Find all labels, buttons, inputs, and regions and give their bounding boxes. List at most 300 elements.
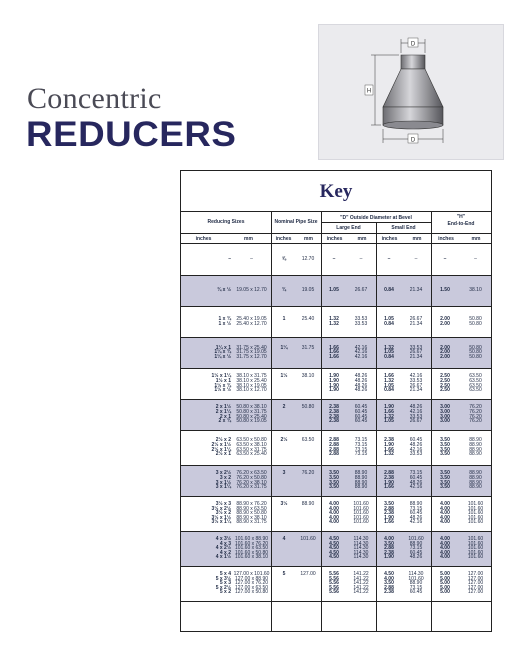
table-cell: 4.00 [440, 519, 450, 526]
table-cell: 31.75 x 25.40 [236, 344, 267, 351]
table-cell: 127.00 x 63.50 [234, 584, 269, 591]
table-cell: 88.90 x 31.75 [236, 519, 267, 526]
table-cell: 2.38 [384, 510, 394, 517]
key-title: Key [319, 181, 353, 202]
table-cell: 3.00 [440, 404, 450, 411]
table-cell: 4.00 [440, 505, 450, 512]
table-cell: 0.84 [384, 353, 394, 360]
table-cell: 141.22 [353, 575, 369, 582]
table-cell: 38.10 x 19.05 [236, 382, 267, 389]
table-cell: 63.50 [469, 373, 482, 380]
header-end-to-end: End-to-End [447, 221, 475, 227]
table-cell: 2½ x 1½ [211, 441, 231, 448]
table-cell: 2.88 [329, 441, 339, 448]
diagram-label-d-top: D [410, 41, 416, 48]
table-cell: 1.90 [329, 373, 339, 380]
table-cell: 1.66 [329, 353, 339, 360]
table-cell: 127.00 x 88.90 [234, 575, 269, 582]
table-cell: 5.56 [329, 575, 339, 582]
table-cell-nps: ⅝ [281, 256, 287, 263]
table-cell: 60.45 [409, 474, 423, 481]
table-cell: 1.90 [329, 387, 339, 394]
table-cell: 1.05 [384, 349, 394, 356]
table-cell: 101.60 [353, 505, 369, 512]
table-cell: 50.80 [469, 349, 482, 356]
table-cell: 50.80 x 19.05 [236, 418, 267, 425]
table-cell: 2.00 [440, 315, 450, 322]
table-cell: 48.26 [354, 387, 368, 394]
table-cell: 4.00 [440, 540, 450, 547]
table-cell: 38.10 [469, 287, 482, 294]
table-cell: 4.00 [440, 514, 450, 521]
table-cell: 2.38 [329, 413, 339, 420]
table-cell: 2.38 [384, 549, 394, 556]
table-cell: 4.00 [440, 501, 450, 507]
table-cell: 4 x 3½ [215, 536, 231, 542]
table-cell: 1¼ x ½ [214, 353, 231, 360]
table-cell: 101.60 x 88.90 [234, 536, 269, 542]
table-cell: 3 x 1¼ [215, 484, 231, 491]
table-cell-nps: 5 [282, 571, 286, 577]
table-cell: 4.00 [440, 536, 450, 542]
table-cell: 1.32 [384, 413, 394, 420]
table-cell: 21.34 [409, 387, 423, 394]
grid-line [181, 243, 491, 244]
table-cell: 3.00 [440, 413, 450, 420]
header-reducing-sizes: Reducing Sizes [207, 219, 245, 225]
unit-label: inches [275, 236, 292, 242]
diagram-label-h: H [366, 88, 372, 95]
table-cell: 4.50 [329, 554, 339, 561]
table-cell: 4.00 [329, 510, 339, 517]
table-cell: 3.50 [440, 446, 450, 453]
table-cell: 38.10 x 31.75 [236, 373, 267, 380]
grid-line [181, 399, 491, 400]
table-cell: 60.45 [409, 437, 423, 444]
table-cell: 127.00 [467, 580, 484, 587]
table-cell: 63.50 x 38.10 [236, 441, 267, 448]
table-cell: 38.10 x 12.70 [236, 387, 267, 394]
table-cell: 73.15 [409, 505, 423, 512]
table-cell: 114.30 [353, 540, 369, 547]
table-cell: – [228, 256, 231, 263]
table-cell: 73.15 [409, 584, 423, 591]
table-cell: 2.88 [329, 437, 339, 444]
table-cell: 73.15 [409, 470, 423, 477]
table-cell: 50.80 x 38.10 [236, 404, 267, 411]
table-cell: 1.66 [329, 344, 339, 351]
table-cell: 2.88 [384, 545, 394, 552]
table-cell: 2.00 [440, 344, 450, 351]
table-cell-nps: 127.00 [300, 571, 316, 577]
table-cell: 4.00 [329, 519, 339, 526]
table-cell: 3½ x 3 [215, 501, 231, 507]
table-cell: 101.60 [408, 536, 424, 542]
table-cell: 63.50 [469, 387, 482, 394]
table-cell: 4.50 [329, 545, 339, 552]
table-cell: 1½ x ¾ [214, 382, 231, 389]
table-cell: 88.90 [469, 474, 482, 481]
table-cell: 48.26 [354, 373, 368, 380]
table-cell: 3.00 [440, 408, 450, 415]
table-cell: – [359, 256, 363, 263]
table-cell: 76.20 [469, 418, 482, 425]
table-cell: 5.56 [329, 571, 339, 577]
unit-label: mm [244, 236, 253, 242]
table-cell: 31.75 x 12.70 [236, 353, 267, 360]
table-cell: 4.50 [329, 540, 339, 547]
table-cell: 4.50 [384, 571, 394, 577]
table-cell: 73.15 [354, 451, 368, 458]
table-cell: 33.53 [354, 320, 368, 327]
table-cell: 3.50 [440, 437, 450, 444]
table-cell: 88.90 [354, 479, 368, 486]
table-cell: 50.80 x 31.75 [236, 408, 267, 415]
unit-label: inches [326, 236, 343, 242]
table-cell: 63.50 x 50.80 [236, 437, 267, 444]
unit-label: inches [438, 236, 454, 242]
table-cell: 1.32 [384, 344, 394, 351]
table-cell: 26.67 [409, 315, 423, 322]
table-cell-nps: 1½ [280, 373, 288, 380]
table-cell: 48.26 [409, 404, 423, 411]
reducer-diagram [318, 24, 504, 160]
table-cell: 26.67 [354, 287, 368, 294]
table-cell: 88.90 x 63.50 [236, 505, 267, 512]
table-cell: 2.00 [440, 353, 450, 360]
table-cell: 2.88 [384, 470, 394, 477]
table-cell: – [474, 256, 477, 263]
table-cell: 48.26 [409, 441, 423, 448]
table-cell: 4.00 [440, 510, 450, 517]
table-cell: 5 x 3½ [215, 575, 231, 582]
table-cell: 88.90 [469, 441, 482, 448]
table-cell: 2.50 [440, 373, 450, 380]
table-cell-nps: 19.05 [301, 287, 315, 294]
table-cell: 101.60 [467, 510, 484, 517]
table-cell: 5.00 [440, 575, 450, 582]
table-cell: 4.00 [440, 545, 450, 552]
table-cell: 101.60 [467, 505, 484, 512]
grid-line [181, 233, 491, 234]
table-cell: 88.90 x 50.80 [236, 510, 267, 517]
table-cell: 25.40 x 19.05 [236, 315, 267, 322]
table-cell: 3½ x 2½ [211, 505, 231, 512]
table-cell: 4 x 3 [219, 540, 231, 547]
table-cell: 48.26 [409, 554, 423, 561]
table-cell: 60.45 [409, 589, 423, 596]
table-cell: 4.50 [329, 536, 339, 542]
table-cell: 114.30 [353, 545, 369, 552]
table-cell-nps: 1¼ [280, 344, 288, 351]
table-cell: 26.67 [409, 349, 423, 356]
table-cell: 2½ x 2 [215, 437, 231, 444]
table-cell: 2.00 [440, 349, 450, 356]
table-cell: 88.90 [409, 501, 423, 507]
table-cell-nps: 2 [282, 404, 286, 411]
unit-label: mm [304, 236, 313, 242]
table-cell: 2.38 [384, 474, 394, 481]
table-cell: 3.50 [329, 484, 339, 491]
key-header [181, 171, 491, 212]
table-cell: 76.20 x 50.80 [236, 474, 267, 481]
table-cell: 141.22 [353, 580, 369, 587]
table-cell: 4.00 [384, 536, 394, 542]
header-large-end: Large End [336, 225, 361, 231]
table-cell: 63.50 [469, 377, 482, 384]
table-cell: 3.00 [440, 418, 450, 425]
table-cell: 2.88 [329, 451, 339, 458]
table-cell: 1¼ x ¾ [214, 349, 231, 356]
table-cell: 21.34 [409, 287, 423, 294]
table-cell-nps: 1 [282, 315, 286, 322]
table-cell: 1½ x 1 [215, 377, 231, 384]
table-cell: 33.53 [409, 451, 423, 458]
table-cell-nps: 25.40 [301, 315, 315, 322]
table-cell: 2.88 [384, 584, 394, 591]
table-cell: 1.05 [384, 418, 394, 425]
table-cell: 60.45 [354, 404, 368, 411]
table-cell: 1.66 [384, 373, 394, 380]
table-cell: 48.26 [354, 382, 368, 389]
table-cell: 3.50 [329, 474, 339, 481]
table-cell: 73.15 [354, 446, 368, 453]
table-cell: 88.90 x 38.10 [236, 514, 267, 521]
table-cell: 101.60 [467, 514, 484, 521]
table-cell: 1.66 [384, 408, 394, 415]
table-cell: 101.60 [353, 519, 369, 526]
unit-label: inches [195, 236, 212, 242]
table-cell: 1.66 [384, 446, 394, 453]
table-cell-nps: 50.80 [301, 404, 315, 411]
table-cell: 5.00 [440, 571, 450, 577]
table-cell: 2.38 [329, 408, 339, 415]
table-cell: 3.50 [440, 470, 450, 477]
table-cell: 5.56 [329, 580, 339, 587]
table-cell: – [332, 256, 336, 263]
table-cell: 3.50 [384, 501, 394, 507]
table-cell: 3 x 2 [219, 474, 231, 481]
table-cell: 1.05 [384, 315, 394, 322]
grid-line [181, 337, 491, 338]
table-cell: 5.00 [440, 580, 450, 587]
table-cell: 127.00 [467, 575, 484, 582]
table-cell: 5.56 [329, 589, 339, 596]
table-cell: 42.16 [354, 353, 368, 360]
table-cell: 42.16 [409, 484, 423, 491]
table-cell: 141.22 [353, 589, 369, 596]
table-cell: – [414, 256, 418, 263]
table-cell: 2 x 1¼ [215, 408, 231, 415]
grid-line [181, 601, 491, 602]
table-cell: 1.32 [329, 320, 339, 327]
table-cell: 1.32 [384, 451, 394, 458]
table-cell: 50.80 [469, 320, 482, 327]
table-cell: 1.50 [440, 287, 450, 294]
table-cell: 1.90 [329, 382, 339, 389]
table-cell: 5.56 [329, 584, 339, 591]
table-cell: 0.84 [384, 320, 394, 327]
table-cell: 63.50 x 25.40 [236, 451, 267, 458]
grid-line [181, 275, 491, 276]
table-cell: 88.90 [354, 484, 368, 491]
table-cell: 1½ x ½ [214, 387, 231, 394]
table-cell-nps: 12.70 [301, 256, 315, 263]
table-cell: 60.45 [409, 549, 423, 556]
table-cell: 60.45 [354, 408, 368, 415]
table-cell: 2.88 [329, 446, 339, 453]
table-cell: 88.90 [469, 451, 482, 458]
table-cell: 1.90 [384, 441, 394, 448]
table-cell: 3.50 [329, 470, 339, 477]
grid-line [181, 430, 491, 431]
table-cell: 101.60 [467, 540, 484, 547]
grid-line [181, 531, 491, 532]
table-cell-nps: 101.60 [300, 536, 316, 542]
table-cell: 0.84 [384, 287, 394, 294]
grid-line [181, 306, 491, 307]
table-cell: 3.50 [384, 540, 394, 547]
table-cell: 1.32 [329, 315, 339, 322]
table-cell: 5 x 2 [219, 589, 231, 596]
table-cell: 101.60 [467, 501, 484, 507]
table-cell: 1.66 [384, 519, 394, 526]
table-cell: 114.30 [353, 554, 369, 561]
table-cell: 60.45 [409, 510, 423, 517]
table-cell: 1.90 [384, 479, 394, 486]
header-h: "H" [456, 214, 466, 220]
table-cell: 42.16 [409, 519, 423, 526]
table-cell-nps: 76.20 [301, 470, 315, 477]
table-cell: 127.00 x 50.80 [234, 589, 269, 596]
table-cell: 88.90 [409, 540, 423, 547]
table-cell: 0.84 [384, 387, 394, 394]
table-cell: 48.26 [354, 377, 368, 384]
table-cell: 60.45 [354, 413, 368, 420]
table-cell: 1 x ½ [218, 320, 231, 327]
table-cell: 2.38 [384, 437, 394, 444]
table-cell: 4.00 [329, 505, 339, 512]
table-cell: 21.34 [409, 353, 423, 360]
table-cell: 114.30 [353, 549, 369, 556]
table-cell: 101.60 [467, 554, 484, 561]
table-cell: 1 x ¾ [218, 315, 231, 322]
table-cell: 5 x 4 [219, 571, 231, 577]
table-cell: 3½ x 1½ [211, 514, 231, 521]
table-cell: 127.00 [467, 584, 484, 591]
table-cell-nps: 3½ [280, 501, 288, 507]
grid-line [181, 496, 491, 497]
table-cell-nps: 38.10 [301, 373, 315, 380]
table-cell: 38.10 x 25.40 [236, 377, 267, 384]
table-cell: 19.05 x 12.70 [236, 287, 267, 294]
table-cell: 1½ x 1¼ [211, 373, 231, 380]
table-cell: 33.53 [409, 413, 423, 420]
table-cell: 33.53 [409, 344, 423, 351]
unit-label: mm [357, 236, 367, 242]
table-cell-nps: ¾ [281, 287, 287, 294]
title-line-2: REDUCERS [26, 115, 237, 154]
table-cell: 4.00 [384, 575, 394, 582]
table-cell: 5 x 2½ [215, 584, 231, 591]
table-cell: 101.60 x 63.50 [234, 545, 269, 552]
table-cell: 3.50 [440, 484, 450, 491]
title-line-1: Concentric [27, 82, 162, 115]
table-cell: 2.38 [329, 404, 339, 411]
table-cell: – [443, 256, 447, 263]
table-cell: 141.22 [353, 584, 369, 591]
table-cell: 1.32 [384, 377, 394, 384]
table-cell: 1¼ x 1 [215, 344, 231, 351]
table-cell: 141.22 [353, 571, 369, 577]
table-cell: 63.50 x 31.75 [236, 446, 267, 453]
table-cell: 42.16 [409, 373, 423, 380]
key-table [180, 170, 492, 632]
table-cell: 3.50 [384, 580, 394, 587]
table-cell: 3.50 [440, 479, 450, 486]
table-cell: 50.80 [469, 344, 482, 351]
table-cell: 3.50 [440, 451, 450, 458]
header-small-end: Small End [391, 225, 416, 231]
grid-line [181, 465, 491, 466]
table-cell: 1.90 [384, 554, 394, 561]
table-cell: 127.00 x 101.60 [233, 571, 270, 577]
table-cell-nps: 2½ [280, 437, 288, 444]
table-cell: 73.15 [354, 437, 368, 444]
table-cell: 88.90 [469, 479, 482, 486]
unit-label: mm [471, 236, 481, 242]
table-cell-nps: 31.75 [301, 344, 315, 351]
table-cell: 2 x 1 [219, 413, 231, 420]
table-cell: 2 x 1½ [215, 404, 231, 411]
table-cell: 73.15 [354, 441, 368, 448]
table-cell: 76.20 [469, 413, 482, 420]
table-cell: 2.00 [440, 320, 450, 327]
table-cell: 2½ x 1 [215, 451, 231, 458]
table-cell: 88.90 [469, 437, 482, 444]
table-cell: 4.00 [329, 514, 339, 521]
table-cell: 4.00 [440, 554, 450, 561]
table-cell: 127.00 x 76.20 [234, 580, 269, 587]
table-cell: 76.20 [469, 404, 482, 411]
table-cell: 1.66 [329, 349, 339, 356]
table-cell-nps: 88.90 [301, 501, 315, 507]
table-cell: 114.30 [353, 536, 369, 542]
table-cell: 2.50 [440, 377, 450, 384]
table-cell: 101.60 x 76.20 [234, 540, 269, 547]
table-cell: 1.90 [384, 514, 394, 521]
table-cell: 76.20 x 31.75 [236, 484, 267, 491]
diagram-label-d-bottom: D [410, 137, 416, 144]
table-cell: 1.66 [384, 484, 394, 491]
table-cell: 114.30 [408, 571, 424, 577]
table-cell: 88.90 [354, 470, 368, 477]
table-cell: 2.38 [329, 418, 339, 425]
table-cell: 42.16 [409, 408, 423, 415]
table-cell: 1.05 [384, 382, 394, 389]
table-cell: 42.16 [409, 446, 423, 453]
table-cell: 101.60 x 50.80 [234, 549, 269, 556]
table-cell: 101.60 [467, 549, 484, 556]
unit-label: mm [412, 236, 422, 242]
table-cell: 2.50 [440, 387, 450, 394]
table-cell: 1.05 [329, 287, 339, 294]
table-cell: 4.00 [329, 501, 339, 507]
table-cell: 2.88 [384, 505, 394, 512]
table-cell: 88.90 [469, 446, 482, 453]
table-cell: 2.50 [440, 382, 450, 389]
table-cell-nps: 3 [282, 470, 286, 477]
